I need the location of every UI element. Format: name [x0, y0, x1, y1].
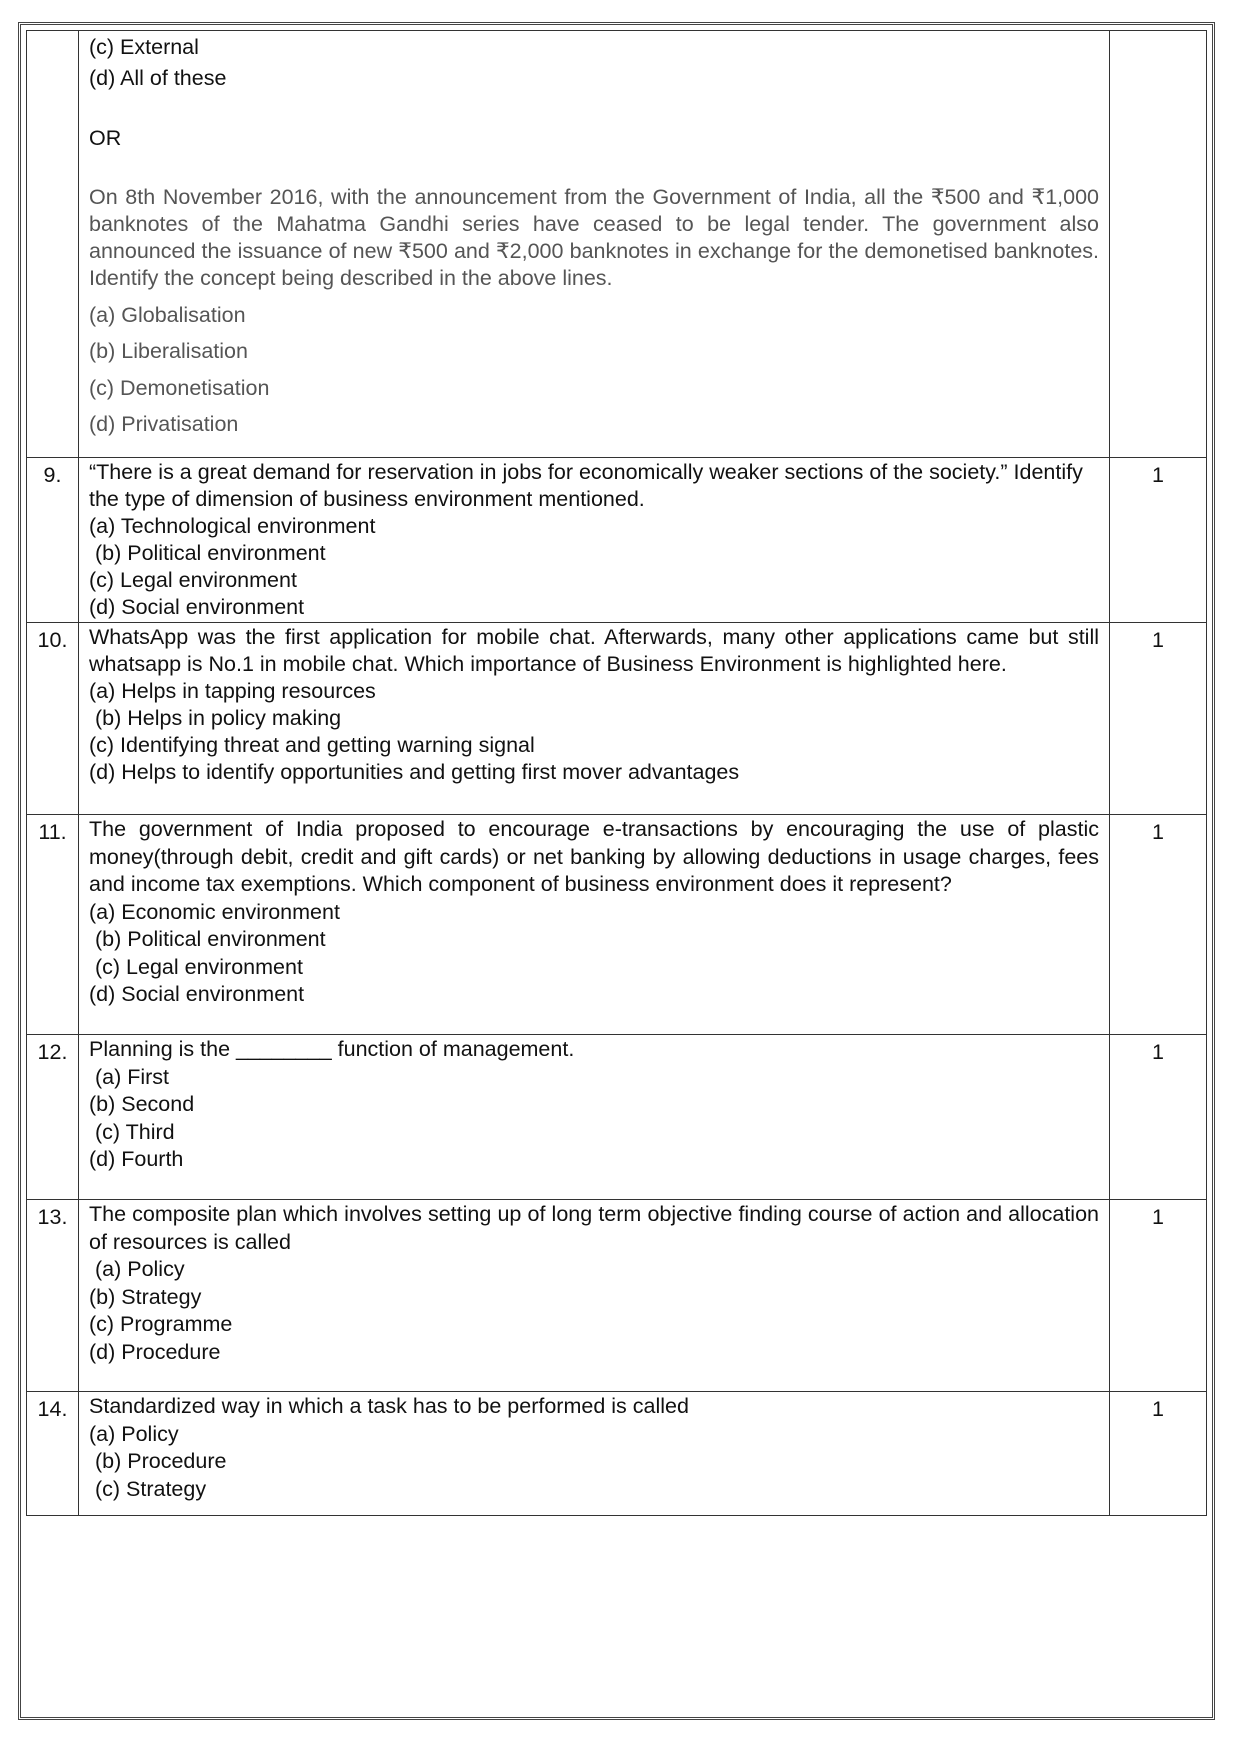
- table-row-q8-continued: [27, 31, 1207, 458]
- marks-cell: 1: [1110, 1200, 1207, 1392]
- option-c: (c) Programme: [89, 1312, 233, 1336]
- option-d: (d) Social environment: [89, 595, 305, 619]
- question-number: 10.: [27, 623, 79, 815]
- option-b: (b) Political environment: [89, 927, 326, 951]
- table-row-q11: [27, 815, 1207, 1035]
- option-d: (d) Social environment: [89, 982, 305, 1006]
- option-c: (c) External: [89, 35, 199, 59]
- table-row-q12: [27, 1035, 1207, 1200]
- option-a: (a) Policy: [89, 1421, 179, 1446]
- question-body: [79, 1035, 1110, 1200]
- table-row-q14: [27, 1392, 1207, 1516]
- option-c: (c) Strategy: [89, 1476, 207, 1501]
- option-a: (a) Policy: [89, 1257, 185, 1281]
- option-d: (d) Helps to identify opportunities and getting first mover advantages: [89, 760, 740, 784]
- question-body: [79, 1200, 1110, 1392]
- table-row-q9: [27, 458, 1207, 623]
- option-a: (a) Helps in tapping resources: [89, 679, 376, 703]
- option-c: (c) Identifying threat and getting warning signal: [89, 733, 535, 757]
- option-c: (c) Legal environment: [89, 568, 297, 592]
- marks-cell: [1110, 31, 1207, 458]
- option-a: (a) First: [89, 1064, 170, 1089]
- question-text: Standardized way in which a task has to be performed is called: [89, 1394, 689, 1418]
- question-text: “There is a great demand for reservation in jobs for economically weaker sections of the society.” Identify the type of dimension of business environment mentioned.: [89, 460, 1083, 511]
- question-number: [27, 31, 79, 458]
- alt-option-b: (b) Liberalisation: [89, 339, 248, 363]
- question-text: WhatsApp was the first application for mobile chat. Afterwards, many other applications came but still whatsapp is No.1 in mobile chat. Which importance of Business Environment is highlighted here.: [89, 625, 1099, 676]
- question-body: [79, 458, 1110, 623]
- option-a: (a) Technological environment: [89, 514, 376, 538]
- option-d: (d) All of these: [89, 65, 227, 90]
- option-c: (c) Third: [89, 1119, 175, 1144]
- option-b: (b) Helps in policy making: [89, 706, 342, 730]
- option-d: (d) Fourth: [89, 1147, 184, 1171]
- question-body: [79, 623, 1110, 815]
- marks-cell: 1: [1110, 815, 1207, 1035]
- option-d: (d) Procedure: [89, 1339, 221, 1364]
- question-number: 9.: [27, 458, 79, 623]
- marks-cell: 1: [1110, 623, 1207, 815]
- marks-cell: 1: [1110, 1392, 1207, 1516]
- question-body: [79, 1392, 1110, 1516]
- question-number: 12.: [27, 1035, 79, 1200]
- option-c: (c) Legal environment: [89, 954, 303, 979]
- option-b: (b) Strategy: [89, 1284, 202, 1309]
- alt-option-a: (a) Globalisation: [89, 302, 246, 327]
- question-number: 11.: [27, 815, 79, 1035]
- alt-option-c: (c) Demonetisation: [89, 375, 270, 400]
- option-b: (b) Procedure: [89, 1449, 227, 1473]
- option-a: (a) Economic environment: [89, 899, 340, 924]
- alt-option-d: (d) Privatisation: [89, 412, 239, 436]
- table-row-q10: [27, 623, 1207, 815]
- question-text: The government of India proposed to encourage e-transactions by encouraging the use of plastic money(through debit, credit and gift cards) or net banking by allowing deductions in usage charges, fees and income tax exemptions. Which component of business environment does it represent?: [89, 817, 1099, 896]
- question-number: 14.: [27, 1392, 79, 1516]
- or-label: OR: [89, 126, 122, 150]
- question-body: [79, 815, 1110, 1035]
- question-number: 13.: [27, 1200, 79, 1392]
- alt-question-text: On 8th November 2016, with the announcement from the Government of India, all the ₹500 and ₹1,000 banknotes of the Mahatma Gandhi series have ceased to be legal tender. The government also announced the issuance of new ₹500 and ₹2,000 banknotes in exchange for the demonetised banknotes. Identify the concept being described in the above lines.: [89, 184, 1099, 290]
- question-text: Planning is the ________ function of management.: [89, 1037, 575, 1061]
- option-b: (b) Political environment: [89, 541, 326, 565]
- question-body: [79, 31, 1110, 458]
- question-table: [26, 30, 1207, 1516]
- option-b: (b) Second: [89, 1092, 195, 1116]
- marks-cell: 1: [1110, 458, 1207, 623]
- marks-cell: 1: [1110, 1035, 1207, 1200]
- table-row-q13: [27, 1200, 1207, 1392]
- question-text: The composite plan which involves setting up of long term objective finding course of action and allocation of resources is called: [89, 1202, 1099, 1254]
